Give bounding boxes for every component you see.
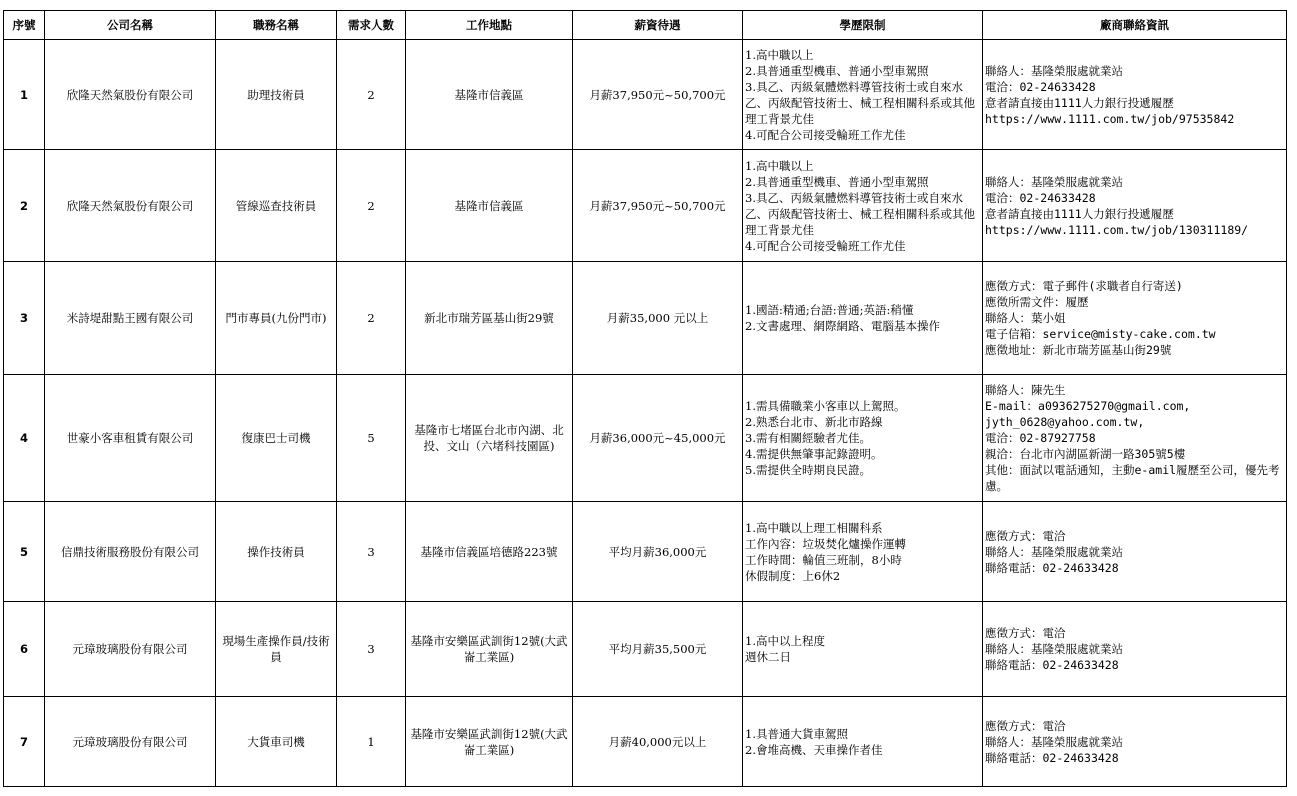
table-row: [4, 697, 1287, 787]
header-salary: 薪資待遇: [573, 11, 743, 40]
row-job-title: 管線巡查技術員: [216, 150, 337, 262]
row-contact: 聯絡人：陳先生 E-mail：a0936275270@gmail.com, jyth_0628@yahoo.com.tw, 電洽：02-87927758 親洽：台北市內湖區新湖一路305號5樓 其他：面試以電話通知，主動e-amil履歷至公司，優先考慮。: [983, 375, 1287, 502]
row-salary: 月薪35,000 元以上: [573, 262, 743, 375]
table-row: [4, 262, 1287, 375]
row-salary: 月薪37,950元~50,700元: [573, 40, 743, 150]
header-serial: 序號: [4, 11, 45, 40]
row-headcount: 2: [337, 150, 406, 262]
table-row: [4, 502, 1287, 602]
row-salary: 月薪37,950元~50,700元: [573, 150, 743, 262]
row-contact: 應徵方式：電子郵件(求職者自行寄送) 應徵所需文件：履歷 聯絡人：葉小姐 電子信箱：service@misty-cake.com.tw 應徵地址：新北市瑞芳區基山街29號: [983, 262, 1287, 375]
row-contact: 聯絡人：基隆榮服處就業站 電洽：02-24633428 意者請直接由1111人力銀行投遞履歷 https://www.1111.com.tw/job/97535842: [983, 40, 1287, 150]
row-company: 欣隆天然氣股份有限公司: [45, 150, 216, 262]
row-contact: 聯絡人：基隆榮服處就業站 電洽：02-24633428 意者請直接由1111人力銀行投遞履歷 https://www.1111.com.tw/job/130311189/: [983, 150, 1287, 262]
row-location: 基隆市信義區: [406, 150, 573, 262]
row-company: 米詩堤甜點王國有限公司: [45, 262, 216, 375]
row-serial: 1: [4, 40, 45, 150]
row-education: 1.高中以上程度 週休二日: [743, 602, 983, 697]
row-serial: 2: [4, 150, 45, 262]
row-company: 信鼎技術服務股份有限公司: [45, 502, 216, 602]
table-row: [4, 375, 1287, 502]
table-row: [4, 150, 1287, 262]
row-job-title: 現場生產操作員/技術員: [216, 602, 337, 697]
row-job-title: 復康巴士司機: [216, 375, 337, 502]
row-location: 基隆市七堵區台北市內湖、北投、文山（六堵科技園區): [406, 375, 573, 502]
row-company: 世豪小客車租賃有限公司: [45, 375, 216, 502]
row-company: 元璋玻璃股份有限公司: [45, 602, 216, 697]
row-education: 1.高中職以上 2.具普通重型機車、普通小型車駕照 3.具乙、丙級氣體燃料導管技術士或自來水乙、丙級配管技術士、械工程相關科系或其他理工背景尤佳 4.可配合公司接受輪班工作尤佳: [743, 150, 983, 262]
row-salary: 平均月薪36,000元: [573, 502, 743, 602]
row-job-title: 大貨車司機: [216, 697, 337, 787]
row-contact: 應徵方式：電洽 聯絡人：基隆榮服處就業站 聯絡電話：02-24633428: [983, 697, 1287, 787]
row-serial: 4: [4, 375, 45, 502]
row-contact: 應徵方式：電洽 聯絡人：基隆榮服處就業站 聯絡電話：02-24633428: [983, 502, 1287, 602]
row-headcount: 3: [337, 502, 406, 602]
row-job-title: 門市專員(九份門市): [216, 262, 337, 375]
header-contact: 廠商聯絡資訊: [983, 11, 1287, 40]
row-serial: 7: [4, 697, 45, 787]
job-listing-table: [3, 10, 1287, 787]
row-salary: 平均月薪35,500元: [573, 602, 743, 697]
row-education: 1.高中職以上理工相關科系 工作內容：垃圾焚化爐操作運轉 工作時間：輪值三班制，8小時 休假制度：上6休2: [743, 502, 983, 602]
row-headcount: 2: [337, 262, 406, 375]
row-company: 元璋玻璃股份有限公司: [45, 697, 216, 787]
row-headcount: 3: [337, 602, 406, 697]
table-header-row: [4, 11, 1287, 40]
row-headcount: 1: [337, 697, 406, 787]
row-location: 基隆市信義區: [406, 40, 573, 150]
row-education: 1.高中職以上 2.具普通重型機車、普通小型車駕照 3.具乙、丙級氣體燃料導管技術士或自來水乙、丙級配管技術士、械工程相關科系或其他理工背景尤佳 4.可配合公司接受輪班工作尤佳: [743, 40, 983, 150]
row-serial: 5: [4, 502, 45, 602]
row-job-title: 操作技術員: [216, 502, 337, 602]
row-location: 基隆市安樂區武訓街12號(大武崙工業區): [406, 602, 573, 697]
row-headcount: 5: [337, 375, 406, 502]
row-education: 1.需具備職業小客車以上駕照。 2.熟悉台北市、新北市路線 3.需有相關經驗者尤佳。 4.需提供無肇事記錄證明。 5.需提供全時期良民證。: [743, 375, 983, 502]
header-location: 工作地點: [406, 11, 573, 40]
header-education: 學歷限制: [743, 11, 983, 40]
row-location: 新北市瑞芳區基山街29號: [406, 262, 573, 375]
row-education: 1.國語:精通;台語:普通;英語:稍懂 2.文書處理、網際網路、電腦基本操作: [743, 262, 983, 375]
row-location: 基隆市信義區培德路223號: [406, 502, 573, 602]
row-job-title: 助理技術員: [216, 40, 337, 150]
row-serial: 6: [4, 602, 45, 697]
header-headcount: 需求人數: [337, 11, 406, 40]
row-serial: 3: [4, 262, 45, 375]
row-salary: 月薪40,000元以上: [573, 697, 743, 787]
header-company: 公司名稱: [45, 11, 216, 40]
row-education: 1.具普通大貨車駕照 2.會堆高機、天車操作者佳: [743, 697, 983, 787]
row-headcount: 2: [337, 40, 406, 150]
row-location: 基隆市安樂區武訓街12號(大武崙工業區): [406, 697, 573, 787]
row-contact: 應徵方式：電洽 聯絡人：基隆榮服處就業站 聯絡電話：02-24633428: [983, 602, 1287, 697]
table-row: [4, 40, 1287, 150]
table-row: [4, 602, 1287, 697]
header-job-title: 職務名稱: [216, 11, 337, 40]
row-salary: 月薪36,000元~45,000元: [573, 375, 743, 502]
row-company: 欣隆天然氣股份有限公司: [45, 40, 216, 150]
